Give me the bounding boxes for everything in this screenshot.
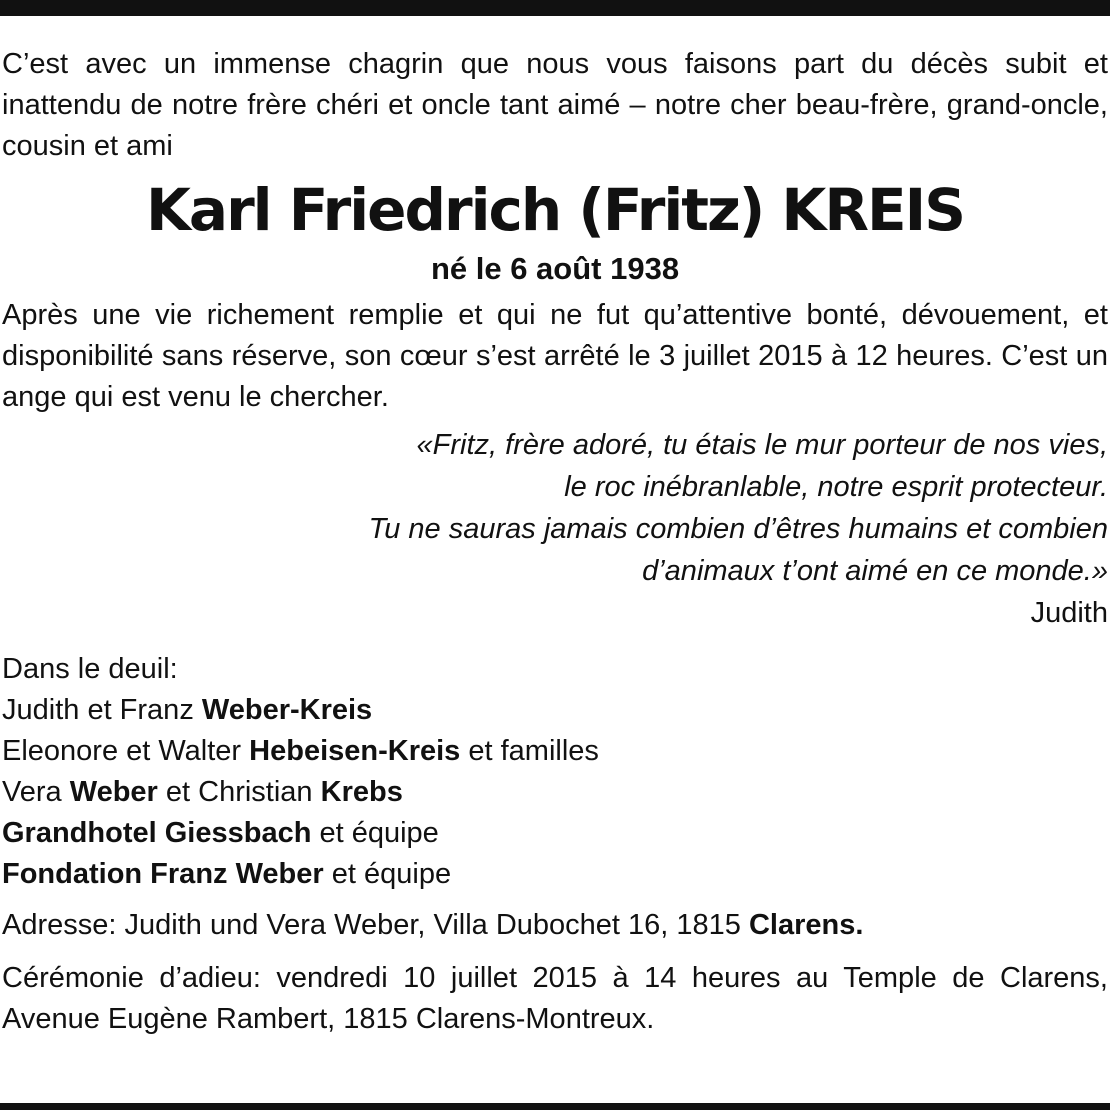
birth-date: né le 6 août 1938 [430, 251, 680, 286]
notice-content [2, 44, 1108, 1040]
mourner-text: Vera [2, 776, 70, 808]
mourner-text: Judith et Franz [2, 694, 202, 726]
quote-line: «Fritz, frère adoré, tu étais le mur porteur de nos vies, [416, 429, 1108, 461]
address-city: Clarens. [748, 909, 864, 941]
mourner-text: et équipe [311, 817, 439, 849]
mourner-family-name: Krebs [320, 776, 403, 808]
bottom-border-rule [0, 1103, 1110, 1110]
mourner-family-name: Weber-Kreis [201, 694, 373, 726]
top-border-rule [0, 0, 1110, 16]
quote-line: Tu ne sauras jamais combien d’êtres humains et combien [368, 513, 1108, 545]
address-text: Adresse: Judith und Vera Weber, Villa Dubochet 16, 1815 [2, 909, 749, 941]
mourner-entry [2, 731, 1108, 772]
mourner-entry [2, 854, 1108, 895]
mourner-entry [2, 772, 1108, 813]
mourner-text: et Christian [157, 776, 321, 808]
life-paragraph: Après une vie richement remplie et qui ne fut qu’attentive bonté, dévouement, et disponibilité sans réserve, son cœur s’est arrêté le 3 juillet 2015 à 12 heures. C’est un ange qui est venu le chercher. [2, 299, 1108, 413]
ceremony-paragraph: Cérémonie d’adieu: vendredi 10 juillet 2015 à 14 heures au Temple de Clarens, Avenue Eugène Rambert, 1815 Clarens-Montreux. [2, 962, 1108, 1035]
mourner-entry [2, 813, 1108, 854]
mourners-heading: Dans le deuil: [2, 653, 178, 685]
mourner-family-name: Weber [69, 776, 158, 808]
mourner-organization: Grandhotel Giessbach [2, 817, 312, 849]
mourner-organization: Fondation Franz Weber [2, 858, 324, 890]
memorial-quote [2, 424, 1108, 592]
quote-line: le roc inébranlable, notre esprit protecteur. [564, 471, 1108, 503]
address-line [2, 905, 1108, 946]
mourner-text: Eleonore et Walter [2, 735, 250, 767]
quote-author: Judith [1030, 597, 1108, 629]
mourners-list [2, 690, 1108, 895]
mourner-text: et équipe [323, 858, 452, 890]
intro-paragraph: C’est avec un immense chagrin que nous vous faisons part du décès subit et inattendu de notre frère chéri et oncle tant aimé – notre cher beau-frère, grand-oncle, cousin et ami [2, 48, 1108, 162]
deceased-name: Karl Friedrich (Fritz) KREIS [145, 176, 965, 244]
mourner-text: et familles [460, 735, 599, 767]
mourner-family-name: Hebeisen-Kreis [249, 735, 461, 767]
quote-line: d’animaux t’ont aimé en ce monde.» [642, 555, 1108, 587]
mourner-entry [2, 690, 1108, 731]
